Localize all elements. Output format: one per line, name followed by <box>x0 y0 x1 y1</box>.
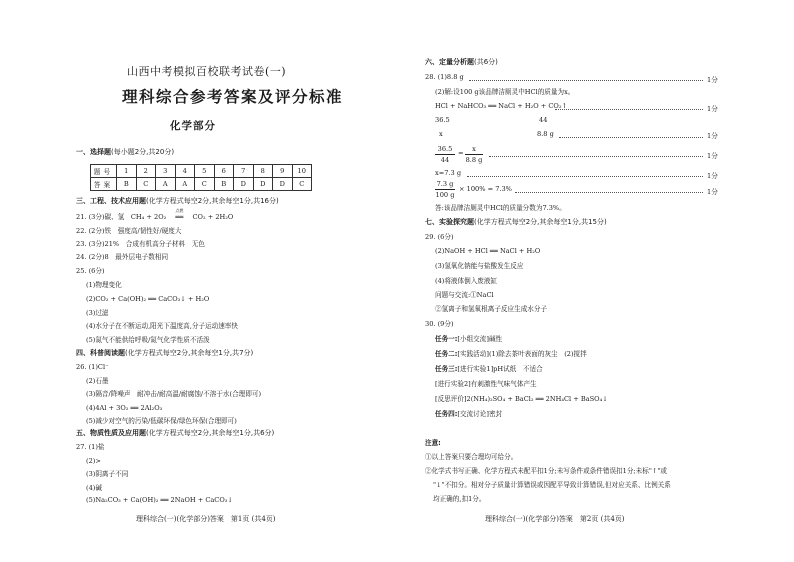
table-cell: C <box>292 178 312 191</box>
table-cell: 3 <box>156 165 176 178</box>
fraction-denominator: 100 g <box>435 191 455 199</box>
table-cell: 5 <box>195 165 215 178</box>
molar-mass-1: 36.5 <box>435 116 450 124</box>
equals-sign: = <box>458 149 464 157</box>
answer-line: (2)> <box>86 457 101 465</box>
fraction-numerator: 36.5 <box>437 145 453 153</box>
table-cell: D <box>273 178 293 191</box>
section-note: (化学方程式每空2分,其余每空1分,共16分) <box>146 197 279 205</box>
table-row <box>91 178 312 191</box>
task-line <box>435 336 502 343</box>
answer-line: × 100% = 7.3% <box>459 185 512 193</box>
note-line: ②化学式书写正确、化学方程式未配平扣1分;未写条件或条件错误扣1分;未标"↑"或 <box>425 467 668 475</box>
answer-table <box>90 164 312 191</box>
table-cell: 7 <box>234 165 254 178</box>
table-cell: 2 <box>136 165 156 178</box>
score-mark: 1分 <box>707 105 718 113</box>
reaction-condition: 点燃 <box>175 208 184 213</box>
answer-line: (2)解:设100 g该品牌洁厕灵中HCl的质量为x。 <box>435 88 575 96</box>
score-mark: 1分 <box>707 188 718 196</box>
answer-line: ②氢离子和氢氧根离子反应生成水分子 <box>435 305 548 313</box>
table-cell: C <box>195 178 215 191</box>
reaction-arrow: 点燃 ══ <box>168 214 190 221</box>
fraction-numerator: x <box>472 145 476 153</box>
note-line: "↓"不扣分。相对分子质量计算错误或因配平导致计算错误,但对应关系、比例关系 <box>433 481 671 489</box>
section-6-heading <box>425 59 498 66</box>
answer-line: 23. (3分)21% 合成有机高分子材料 无色 <box>76 240 205 248</box>
section-title: 四、科普阅读题 <box>76 349 125 357</box>
answer-text: 21. (3分)碳、氢 CH₄ + 2O₂ <box>76 213 167 221</box>
notes-title: 注意: <box>425 439 441 447</box>
page-footer: 理科综合(一)(化学部分)答案 第2页 (共4页) <box>485 515 625 523</box>
table-cell: D <box>253 178 273 191</box>
task-label: 任务二: <box>435 350 458 358</box>
task-line <box>435 351 587 358</box>
fraction-denominator: 44 <box>440 156 450 164</box>
answer-line: (4)水分子在不断运动,阳光下温度高,分子运动速率快 <box>86 322 238 330</box>
answer-line: x=7.3 g <box>435 169 462 177</box>
answer-line: (3)氢氧化钠能与盐酸发生反应 <box>435 262 524 270</box>
answer-line <box>76 208 234 221</box>
answer-line: (1)物理变化 <box>86 281 122 289</box>
answer-line: (5)氮气不能供给呼吸/氮气化学性质不活泼 <box>86 336 210 344</box>
section-title: 一、选择题 <box>76 148 111 156</box>
answer-line: (2)石墨 <box>86 377 109 385</box>
answer-line: (4)碱 <box>86 484 102 492</box>
dotted-leader <box>515 192 703 193</box>
answer-line: 28. (1)8.8 g <box>425 73 464 81</box>
table-cell: A <box>156 178 176 191</box>
answer-line: [反思评价]2(NH₄)₂SO₄ + BaCl₂ ══ 2NH₄Cl + BaSO₄↓ <box>435 395 608 403</box>
task-line <box>435 366 543 373</box>
section-note: (每小题2分,共20分) <box>111 148 175 156</box>
task-line <box>435 411 502 418</box>
score-mark: 1分 <box>707 172 718 180</box>
table-cell: 9 <box>273 165 293 178</box>
section-7-heading <box>425 219 607 226</box>
answer-line: (2)NaOH + HCl ══ NaCl + H₂O <box>435 247 541 255</box>
task-label: 任务三: <box>435 365 458 373</box>
dotted-leader <box>467 176 703 177</box>
table-cell: 10 <box>292 165 312 178</box>
percent-fraction <box>435 180 455 199</box>
task-answer: [小组交流]碱性 <box>457 335 503 343</box>
answer-line: 26. (1)Cl⁻ <box>76 363 109 371</box>
subject-title: 化学部分 <box>170 120 216 132</box>
answer-line: 问题与交流:①NaCl <box>435 291 494 299</box>
section-title: 五、物质性质及应用题 <box>76 429 146 437</box>
answer-line: (2)CO₂ + Ca(OH)₂ ══ CaCO₃↓ + H₂O <box>86 295 210 303</box>
answer-line: 30. (9分) <box>425 320 454 328</box>
task-answer: [进行实验1]pH试纸 不适合 <box>457 365 543 373</box>
mass-value: 8.8 g <box>537 130 554 138</box>
section-title: 三、工程、技术应用题 <box>76 197 146 205</box>
table-cell: 1 <box>117 165 137 178</box>
answer-line: (3)阴离子不同 <box>86 470 129 478</box>
table-cell: 8 <box>253 165 273 178</box>
answer-line: (5)减少对空气的污染/低碳环保/绿色环保(合理即可) <box>86 417 237 425</box>
proportion-fraction-a <box>435 145 455 164</box>
answer-line: (3)过滤 <box>86 309 109 317</box>
section-note: (共6分) <box>474 58 498 66</box>
dotted-leader <box>489 156 703 157</box>
molar-mass-2: 44 <box>539 116 548 124</box>
task-answer: [交流讨论]密封 <box>457 410 503 418</box>
section-note: (化学方程式每空2分,其余每空1分,共15分) <box>474 218 607 226</box>
proportion-fraction-b <box>465 145 483 164</box>
fraction-numerator: 7.3 g <box>436 180 454 188</box>
table-cell: B <box>117 178 137 191</box>
answer-line: 29. (6分) <box>425 233 454 241</box>
note-line: ①以上答案只要合理均可给分。 <box>425 453 518 461</box>
table-cell: 6 <box>214 165 234 178</box>
table-cell: 答案 <box>91 178 117 191</box>
table-cell: C <box>136 178 156 191</box>
section-1-heading <box>76 149 174 156</box>
answer-line: 24. (2分)8 最外层电子数相同 <box>76 253 169 261</box>
answer-text: CO₂ + 2H₂O <box>192 213 234 221</box>
answer-line: 22. (2分)铁 强度高/韧性好/硬度大 <box>76 227 182 235</box>
task-label: 任务一: <box>435 335 458 343</box>
table-cell: 题号 <box>91 165 117 178</box>
score-mark: 1分 <box>707 152 718 160</box>
score-mark: 1分 <box>707 132 718 140</box>
answer-line: (5)Na₂CO₃ + Ca(OH)₂ ══ 2NaOH + CaCO₃↓ <box>86 496 233 504</box>
task-label: 任务四: <box>435 410 458 418</box>
table-cell: B <box>214 178 234 191</box>
dotted-leader <box>469 80 703 81</box>
dotted-leader <box>559 137 703 138</box>
score-mark: 1分 <box>707 76 718 84</box>
task-answer: [实践活动](1)除去茶叶表面的灰尘 (2)搅拌 <box>457 350 587 358</box>
fraction-bar <box>435 154 455 155</box>
section-title: 七、实验探究题 <box>425 218 474 226</box>
dotted-leader <box>555 109 703 110</box>
answer-line: (4)将液体倒入废液缸 <box>435 277 498 285</box>
page-footer: 理科综合(一)(化学部分)答案 第1页 (共4页) <box>136 515 276 523</box>
answer-line: (4)4Al + 3O₂ ══ 2Al₂O₃ <box>86 404 163 412</box>
table-cell: 4 <box>175 165 195 178</box>
section-5-heading <box>76 430 274 437</box>
exam-title: 山西中考模拟百校联考试卷(一) <box>127 65 287 78</box>
section-3-heading <box>76 198 279 205</box>
fraction-bar <box>465 154 483 155</box>
table-row <box>91 165 312 178</box>
section-note: (化学方程式每空2分,其余每空1分,共6分) <box>146 429 275 437</box>
equation-line: HCl + NaHCO₃ ══ NaCl + H₂O + CO₂↑ <box>435 102 568 110</box>
fraction-denominator: 8.8 g <box>465 156 483 164</box>
right-page <box>397 0 794 562</box>
table-cell: D <box>234 178 254 191</box>
answer-line: (3)隔音/降噪声 耐冲击/耐高温/耐腐蚀/不溶于水(合理即可) <box>86 390 262 398</box>
section-4-heading <box>76 350 253 357</box>
main-title: 理科综合参考答案及评分标准 <box>122 88 344 106</box>
section-note: (化学方程式每空2分,其余每空1分,共7分) <box>125 349 254 357</box>
table-cell: A <box>175 178 195 191</box>
note-line: 均正确的,扣1分。 <box>433 495 486 503</box>
fraction-bar <box>435 189 455 190</box>
answer-line: 答:该品牌洁厕灵中HCl的质量分数为7.3%。 <box>435 204 566 212</box>
unknown-x: x <box>439 130 443 138</box>
answer-line: [进行实验2]有刺激性气味气体产生 <box>435 380 537 388</box>
answer-line: 27. (1)盐 <box>76 443 105 451</box>
section-title: 六、定量分析题 <box>425 58 474 66</box>
answer-line: 25. (6分) <box>76 267 105 275</box>
